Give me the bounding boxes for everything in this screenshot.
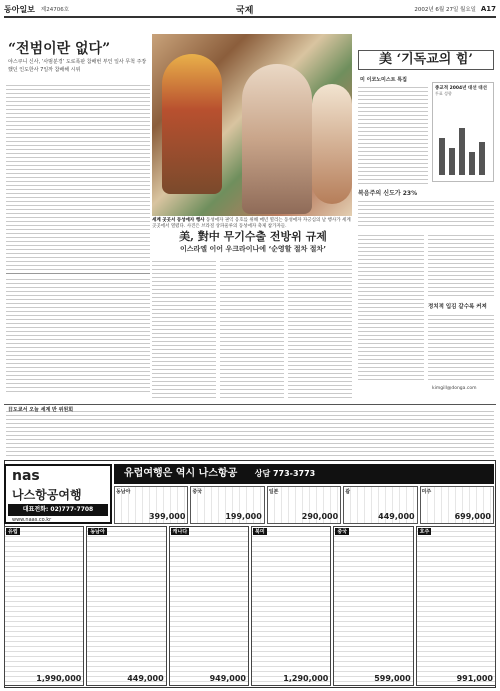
ad-mini-box[interactable] [343, 486, 417, 524]
photo-figure [312, 84, 352, 204]
section-title: 국제 [236, 5, 254, 16]
ad-listing[interactable] [169, 526, 249, 686]
mini-chart-bar [439, 138, 445, 175]
left-body-text-2 [6, 276, 150, 394]
ad-mini-tag: 일본 [268, 489, 279, 495]
mini-bar-chart [432, 82, 494, 182]
ad-listing-tag: 캐나다 [172, 529, 188, 535]
ad-phone: 대표전화: 02)777-7708 [8, 504, 108, 516]
parade-photo [152, 34, 352, 216]
right-subhead: 복음주의 신도가 23% [358, 190, 418, 197]
ad-mini-price: 290,000 [301, 512, 339, 521]
right-byline: 미 이코노미스트 특집 [360, 77, 407, 83]
right-body-text-4 [428, 232, 494, 298]
reporter-email[interactable]: kimgill@donga.com [432, 386, 477, 391]
mini-chart-title: 종교적 2004년 대선 대선 [435, 86, 487, 91]
center-body-col-2 [220, 258, 284, 398]
ad-mini-price: 399,000 [148, 512, 186, 521]
photo-figure [242, 64, 312, 214]
divider [4, 404, 496, 405]
ad-listing-price: 991,000 [456, 674, 493, 683]
ad-mini-tag: 중국 [192, 489, 203, 495]
ad-banner-phone: 상담 773-3773 [254, 469, 316, 478]
center-subhead: 이스라엘 이어 우크라이나에 ‘순영할 절차 절차’ [180, 245, 326, 253]
ad-listing-price: 1,290,000 [283, 674, 329, 683]
ad-listing-tag: 중국 [337, 529, 347, 535]
ad-url[interactable]: www.naas.co.kr [12, 517, 52, 523]
ad-mini-box[interactable] [420, 486, 494, 524]
page-header [4, 2, 496, 18]
issue-date: 2002년 6월 27일 월요일 [414, 7, 476, 13]
ad-mini-tag: 미주 [421, 489, 432, 495]
ad-banner-text: 유럽여행은 역시 나스항공 [124, 468, 238, 479]
right-body-text-5 [428, 312, 494, 382]
caption-title: 세계 곳곳서 동성애자 행사 [152, 218, 205, 223]
mini-chart-bar [449, 148, 455, 175]
ad-mini-price: 199,000 [225, 512, 262, 521]
caption-text: 동성애자 권익 옹호를 위해 매년 열리는 동성애자 자긍심의 날 행사가 세계 곳곳에서 열렸다. 사진은 브라질 상파울루의 동성애자 축제 참가자들. [152, 218, 351, 229]
mini-chart-subtitle: 투표 성향 [435, 91, 452, 96]
masthead: 동아일보 [4, 4, 35, 14]
page-number: A17 [480, 5, 496, 13]
mini-chart-bar [469, 152, 475, 175]
issue-number: 제24706호 [40, 7, 70, 13]
ad-listing-price: 949,000 [209, 674, 246, 683]
ad-brand-korean: 나스항공여행 [12, 488, 82, 502]
ad-mini-price: 449,000 [378, 512, 415, 521]
ad-mini-box[interactable] [114, 486, 188, 524]
left-headline: “전범이란 없다” [8, 41, 111, 57]
photo-figure [162, 54, 222, 194]
divider [6, 273, 150, 274]
ad-brand: nas [12, 468, 40, 484]
ad-mini-box[interactable] [190, 486, 264, 524]
mini-chart-bar [479, 142, 485, 175]
ad-listing-price: 599,000 [374, 674, 411, 683]
right-body-text [358, 84, 428, 184]
ad-mini-tag: 괌 [345, 489, 351, 495]
center-headline: 美, 對中 무기수출 전방위 규제 [179, 230, 327, 243]
ad-listing[interactable] [416, 526, 496, 686]
center-body-col-1 [152, 258, 216, 398]
ad-listing[interactable] [251, 526, 331, 686]
ad-logo-box[interactable] [4, 464, 112, 524]
ad-listing-tag: 호주 [419, 529, 430, 535]
right-body-text-2 [358, 198, 494, 228]
ad-listing-tag: 북미 [255, 529, 265, 535]
strip-heading: 日도쿄서 오늘 세계 반 위원회 [8, 407, 74, 413]
ad-banner[interactable] [114, 464, 494, 484]
left-body-text [6, 82, 150, 272]
ad-listings-grid [4, 526, 496, 686]
left-subhead: 야스쿠니 신사, ‘사범분경’ 도로폭판 참배번 부인 일사 무척 주장했던 인도한사 7일까 참배해 시위 [8, 59, 147, 73]
ad-listing-price: 449,000 [127, 674, 164, 683]
bottom-story-strip [6, 408, 494, 456]
ad-listing[interactable] [4, 526, 84, 686]
right-headline: 美 ‘기독교의 힘’ [358, 50, 494, 70]
ad-listing-price: 1,990,000 [36, 674, 82, 683]
ad-listing[interactable] [333, 526, 413, 686]
center-body-col-3 [288, 258, 352, 398]
ad-listing-tag: 유럽 [8, 529, 18, 535]
ad-mini-price: 699,000 [454, 512, 491, 521]
ad-listing-tag: 동남아 [90, 529, 105, 535]
ad-mini-box[interactable] [267, 486, 341, 524]
mini-chart-bars [439, 115, 489, 175]
ad-listing[interactable] [86, 526, 166, 686]
ad-mini-row [114, 486, 494, 524]
mini-chart-bar [459, 128, 465, 175]
right-body-text-3 [358, 232, 424, 382]
ad-mini-tag: 동남아 [116, 489, 131, 495]
right-subhead-2: 정치적 입김 갈수록 커져 [428, 304, 487, 310]
